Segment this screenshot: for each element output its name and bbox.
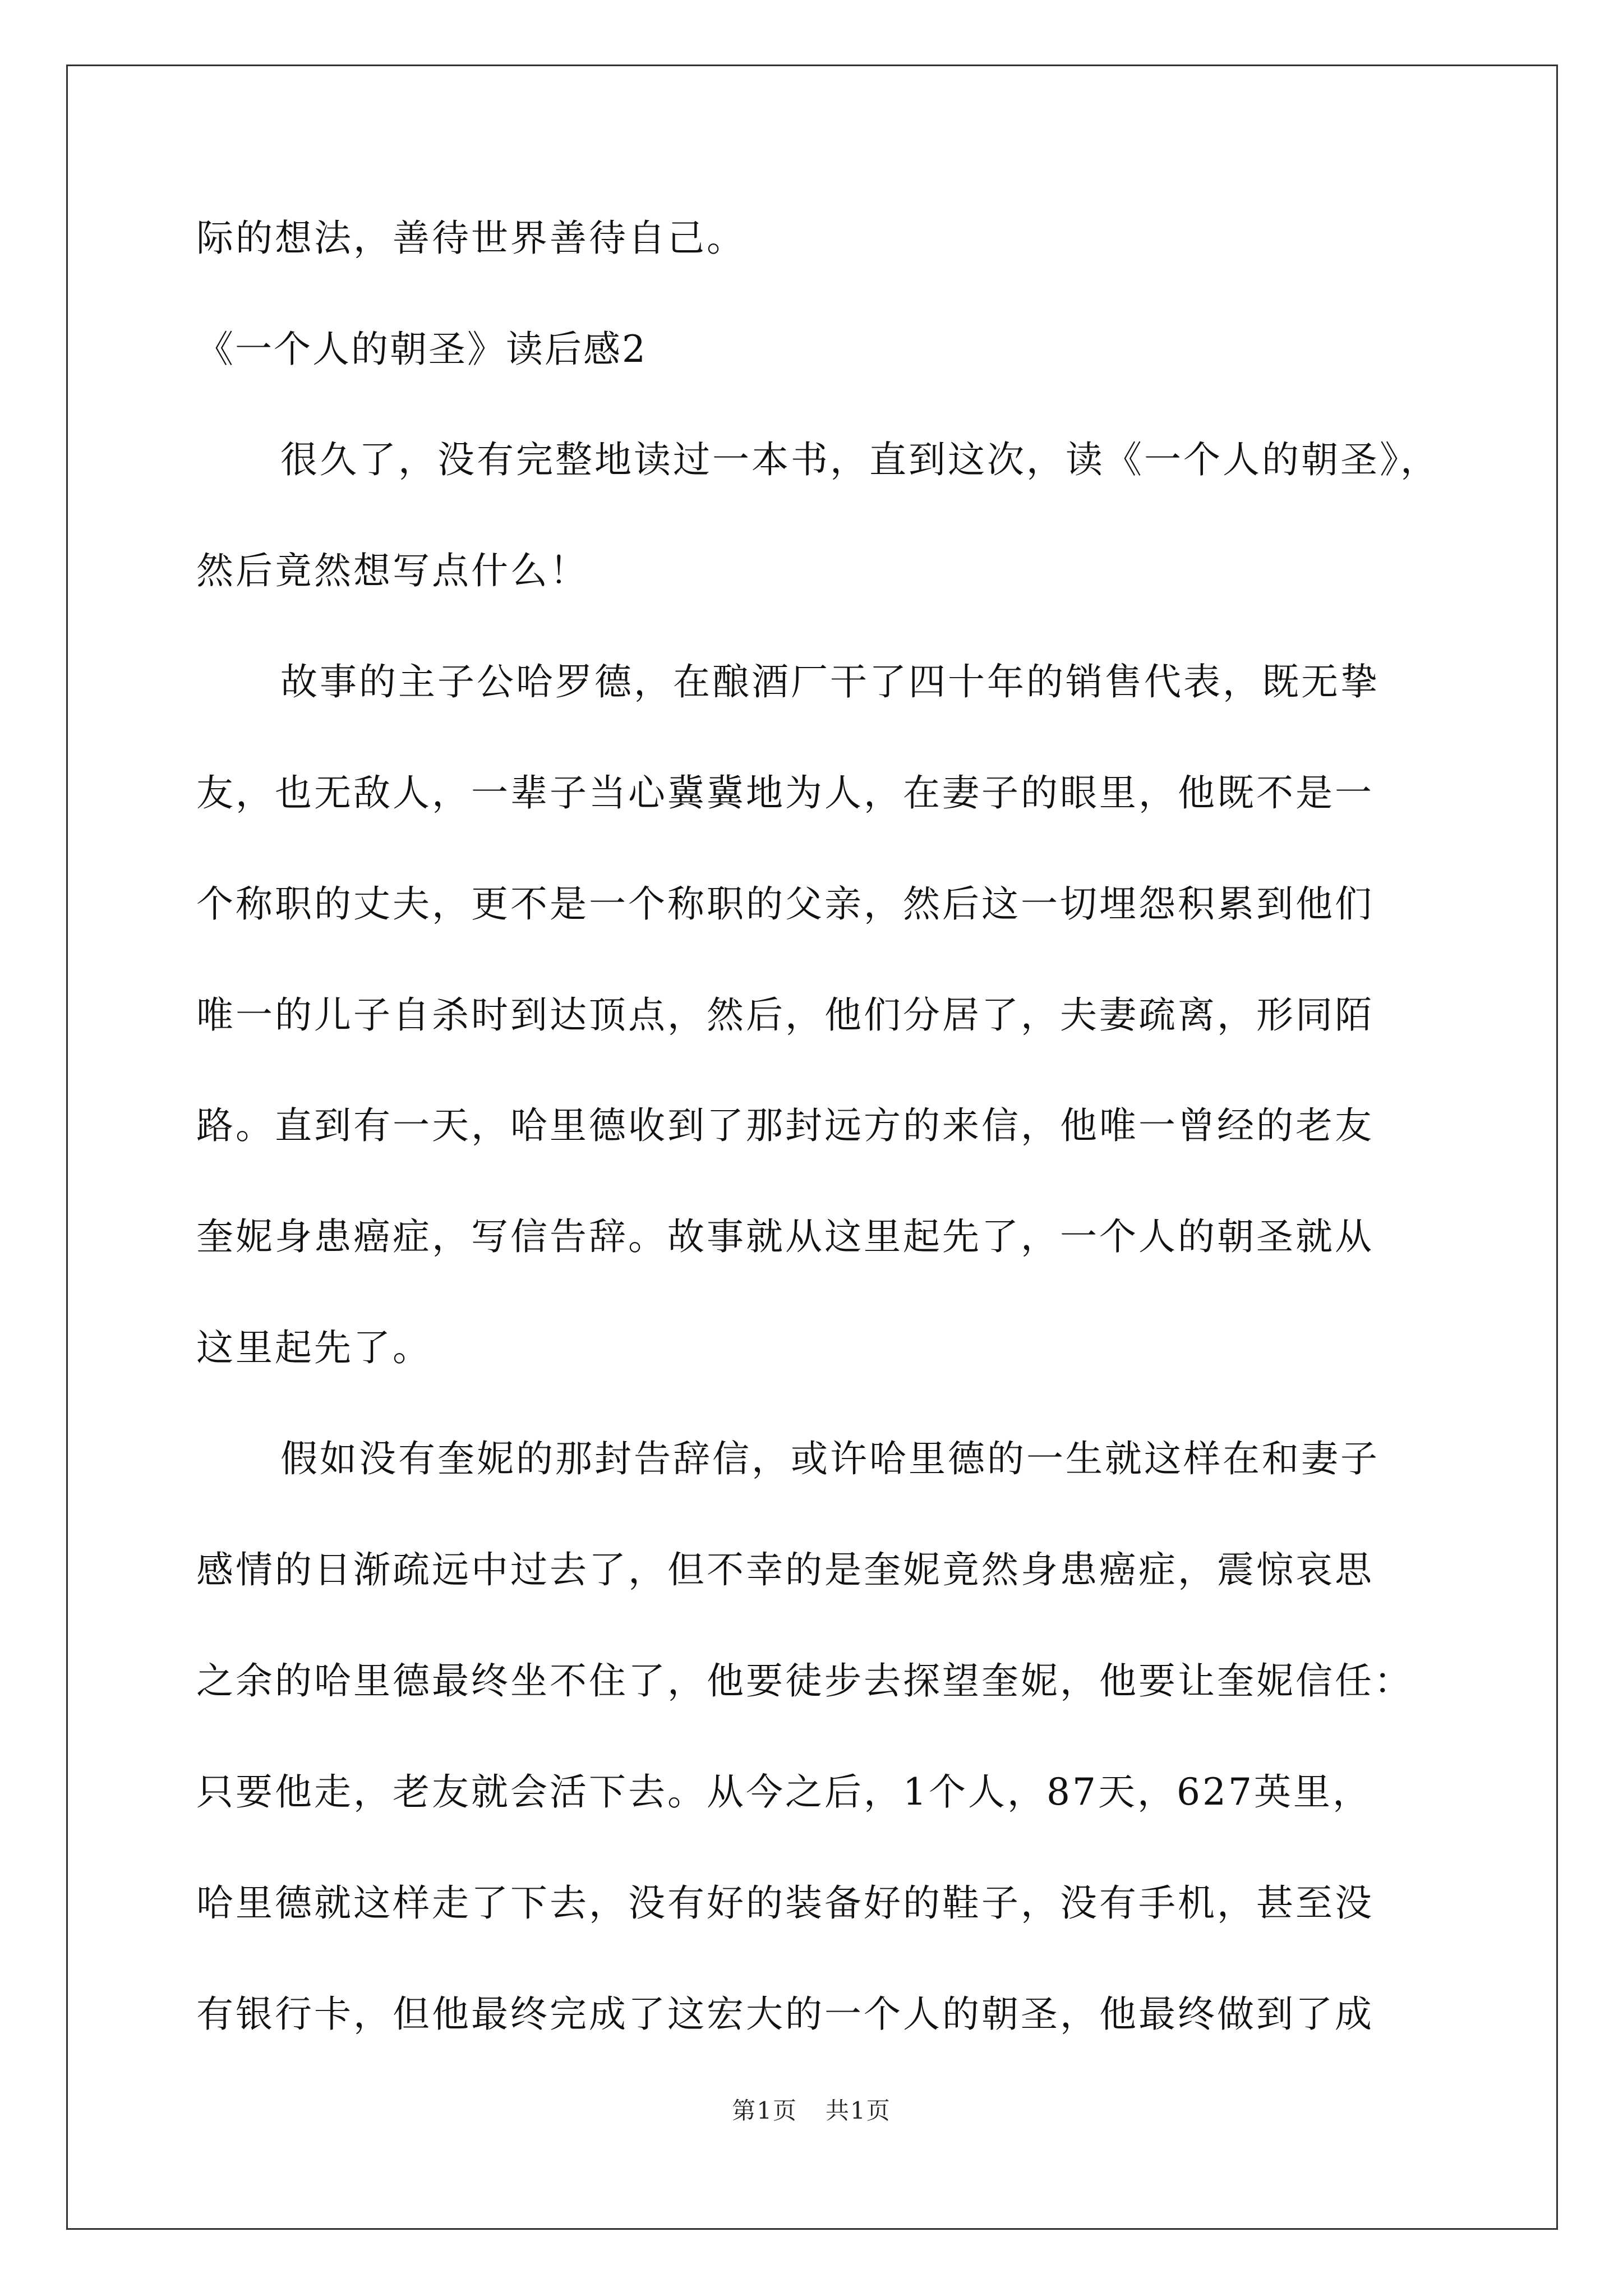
paragraph-2-line-6: 奎妮身患癌症，写信告辞。故事就从这里起先了，一个人的朝圣就从	[196, 1215, 1374, 1258]
paragraph-2-line-4: 唯一的儿子自杀时到达顶点，然后，他们分居了，夫妻疏离，形同陌	[196, 993, 1374, 1037]
paragraph-3-line-1: 假如没有奎妮的那封告辞信，或许哈里德的一生就这样在和妻子	[280, 1437, 1380, 1480]
section-heading: 《一个人的朝圣》读后感2	[196, 328, 647, 371]
paragraph-2-line-2: 友，也无敌人，一辈子当心冀冀地为人，在妻子的眼里，他既不是一	[196, 771, 1374, 815]
paragraph-3-line-5: 哈里德就这样走了下去，没有好的装备好的鞋子，没有手机，甚至没	[196, 1881, 1374, 1925]
page-total: 共1页	[826, 2097, 891, 2124]
paragraph-2-line-5: 路。直到有一天，哈里德收到了那封远方的来信，他唯一曾经的老友	[196, 1104, 1374, 1147]
paragraph-2-line-3: 个称职的丈夫，更不是一个称职的父亲，然后这一切埋怨积累到他们	[196, 882, 1374, 926]
body-text-line: 际的想法，善待世界善待自己。	[196, 217, 746, 260]
paragraph-3-line-6: 有银行卡，但他最终完成了这宏大的一个人的朝圣，他最终做到了成	[196, 1993, 1374, 2036]
paragraph-3-line-3: 之余的哈里德最终坐不住了，他要徒步去探望奎妮，他要让奎妮信任：	[196, 1659, 1413, 1703]
paragraph-2-line-7: 这里起先了。	[196, 1326, 432, 1369]
page-footer	[0, 2092, 1623, 2126]
paragraph-3-line-2: 感情的日渐疏远中过去了，但不幸的是奎妮竟然身患癌症，震惊哀思	[196, 1548, 1374, 1591]
paragraph-3-line-4: 只要他走，老友就会活下去。从今之后，1个人，87天，627英里，	[196, 1770, 1372, 1814]
page-number: 第1页	[732, 2097, 797, 2124]
paragraph-1-line-1: 很久了，没有完整地读过一本书，直到这次，读《一个人的朝圣》，	[280, 438, 1440, 481]
paragraph-1-line-2: 然后竟然想写点什么！	[196, 549, 589, 592]
paragraph-2-line-1: 故事的主子公哈罗德，在酿酒厂干了四十年的销售代表，既无挚	[280, 660, 1380, 703]
